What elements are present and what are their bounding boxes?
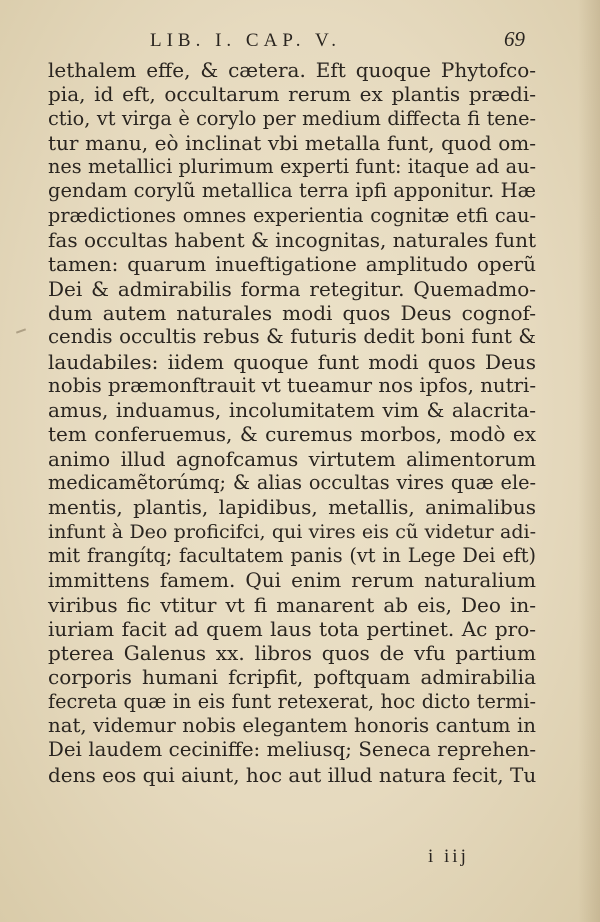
text-line: prædictiones omnes experientia cognitæ etfi cau- xyxy=(48,203,536,227)
running-head: LIB. I. CAP. V. xyxy=(150,30,341,51)
text-line: mentis, plantis, lapidibus, metallis, animalibus xyxy=(48,495,536,520)
text-line: medicamẽtorúmq; & alias occultas vires quæ ele- xyxy=(48,471,536,495)
signature-mark: i iij xyxy=(428,846,469,867)
text-line: tur manu, eò inclinat vbi metalla funt, quod om- xyxy=(48,130,536,155)
text-line: dens eos qui aiunt, hoc aut illud natura fecit, Tu xyxy=(48,762,537,787)
text-line: infunt à Deo proficifci, qui vires eis cũ videtur adi- xyxy=(48,520,536,543)
text-line: laudabiles: iidem quoque funt modi quos Deus xyxy=(48,349,536,374)
text-line: cendis occultis rebus & futuris dedit boni funt & xyxy=(48,325,536,349)
text-line: fecreta quæ in eis funt retexerat, hoc dicto termi- xyxy=(48,689,536,713)
text-line: Dei & admirabilis forma retegitur. Quemadmo- xyxy=(48,276,536,301)
text-line: iuriam facit ad quem laus tota pertinet. Ac pro- xyxy=(48,616,536,641)
margin-mark xyxy=(16,328,26,333)
text-line: fas occultas habent & incognitas, naturales funt xyxy=(48,228,536,253)
text-line: nat, videmur nobis elegantem honoris cantum in xyxy=(48,714,536,738)
text-line: corporis humani fcripfit, poftquam admirabilia xyxy=(48,665,536,690)
text-line: tamen: quarum inueftigatione amplitudo operũ xyxy=(48,252,536,277)
text-line: lethalem effe, & cætera. Eft quoque Phytofco- xyxy=(48,58,536,82)
text-line: nes metallici plurimum experti funt: itaque ad au- xyxy=(48,155,536,179)
text-line: animo illud agnofcamus virtutem alimentorum xyxy=(48,446,536,471)
text-line: nobis præmonftrauit vt tueamur nos ipfos, nutri- xyxy=(48,373,537,397)
text-line: ctio, vt virga è corylo per medium diffecta fi tene- xyxy=(48,106,536,130)
text-line: viribus fic vtitur vt fi manarent ab eis, Deo in- xyxy=(48,592,536,617)
text-line: immittens famem. Qui enim rerum naturalium xyxy=(48,568,536,593)
text-line: pterea Galenus xx. libros quos de vfu partium xyxy=(48,641,536,666)
text-line: dum autem naturales modi quos Deus cognof- xyxy=(48,300,536,325)
text-line: mit frangítq; facultatem panis (vt in Lege Dei eft) xyxy=(48,543,536,567)
text-line: Dei laudem ceciniffe: meliusq; Seneca reprehen- xyxy=(48,738,536,762)
body-text xyxy=(48,58,536,787)
text-line: pia, id eft, occultarum rerum ex plantis prædi- xyxy=(48,82,536,107)
text-line: tem conferuemus, & curemus morbos, modò ex xyxy=(48,422,536,447)
text-line: amus, induamus, incolumitatem vim & alacrita- xyxy=(48,398,536,423)
text-line: gendam corylũ metallica terra ipfi apponitur. Hæ xyxy=(48,179,536,203)
page-number: 69 xyxy=(504,27,525,51)
